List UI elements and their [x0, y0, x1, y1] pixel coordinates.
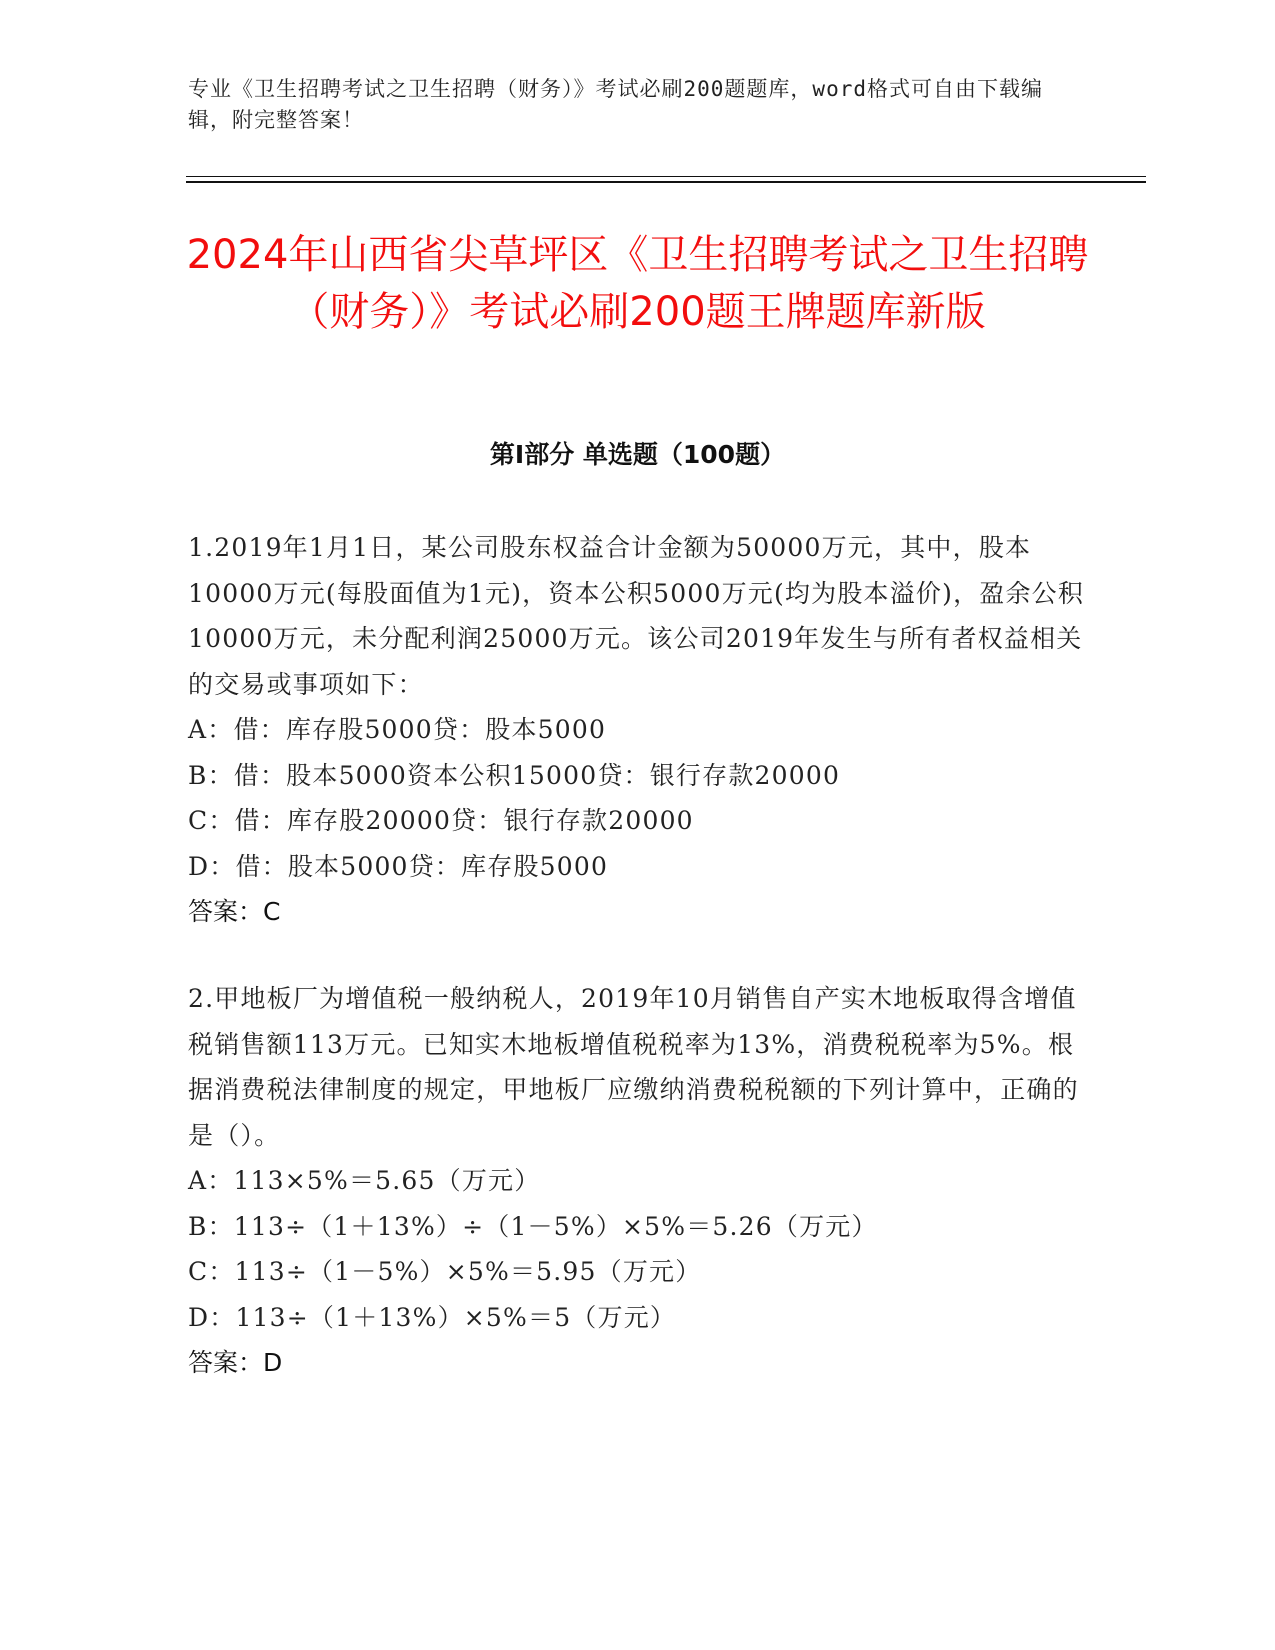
option-a: A：113×5%＝5.65（万元） [188, 1166, 541, 1195]
question-stem: 2.甲地板厂为增值税一般纳税人，2019年10月销售自产实木地板取得含增值税销售额113万元。已知实木地板增值税税率为13%，消费税税率为5%。根据消费税法律制度的规定，甲地板厂应缴纳消费税税额的下列计算中，正确的是（）。 [188, 984, 1079, 1150]
option-b: B：借：股本5000资本公积15000贷：银行存款20000 [188, 760, 841, 790]
header-rule-thin [186, 176, 1146, 177]
question-1 [188, 525, 1088, 935]
section-heading: 第I部分 单选题（100题） [489, 440, 786, 469]
option-c: C：113÷（1－5%）×5%＝5.95（万元） [188, 1257, 702, 1286]
option-d: D：113÷（1＋13%）×5%＝5（万元） [188, 1302, 677, 1332]
document-title: 2024年山西省尖草坪区《卫生招聘考试之卫生招聘（财务）》考试必刷200题王牌题库新版 [186, 232, 1089, 335]
answer: 答案：C [188, 897, 281, 926]
option-c: C：借：库存股20000贷：银行存款20000 [188, 806, 694, 835]
question-2 [188, 976, 1088, 1386]
option-b: B：113÷（1＋13%）÷（1－5%）×5%＝5.26（万元） [188, 1211, 878, 1241]
option-d: D：借：股本5000贷：库存股5000 [188, 851, 609, 881]
header-rule-thick [186, 181, 1146, 183]
option-a: A：借：库存股5000贷：股本5000 [188, 715, 607, 744]
answer: 答案：D [188, 1348, 283, 1377]
header-note: 专业《卫生招聘考试之卫生招聘（财务）》考试必刷200题题库，word格式可自由下载编辑，附完整答案！ [188, 77, 1043, 132]
question-stem: 1.2019年1月1日，某公司股东权益合计金额为50000万元，其中，股本10000万元(每股面值为1元)，资本公积5000万元(均为股本溢价)，盈余公积10000万元，未分配利润25000万元。该公司2019年发生与所有者权益相关的交易或事项如下： [188, 533, 1085, 699]
